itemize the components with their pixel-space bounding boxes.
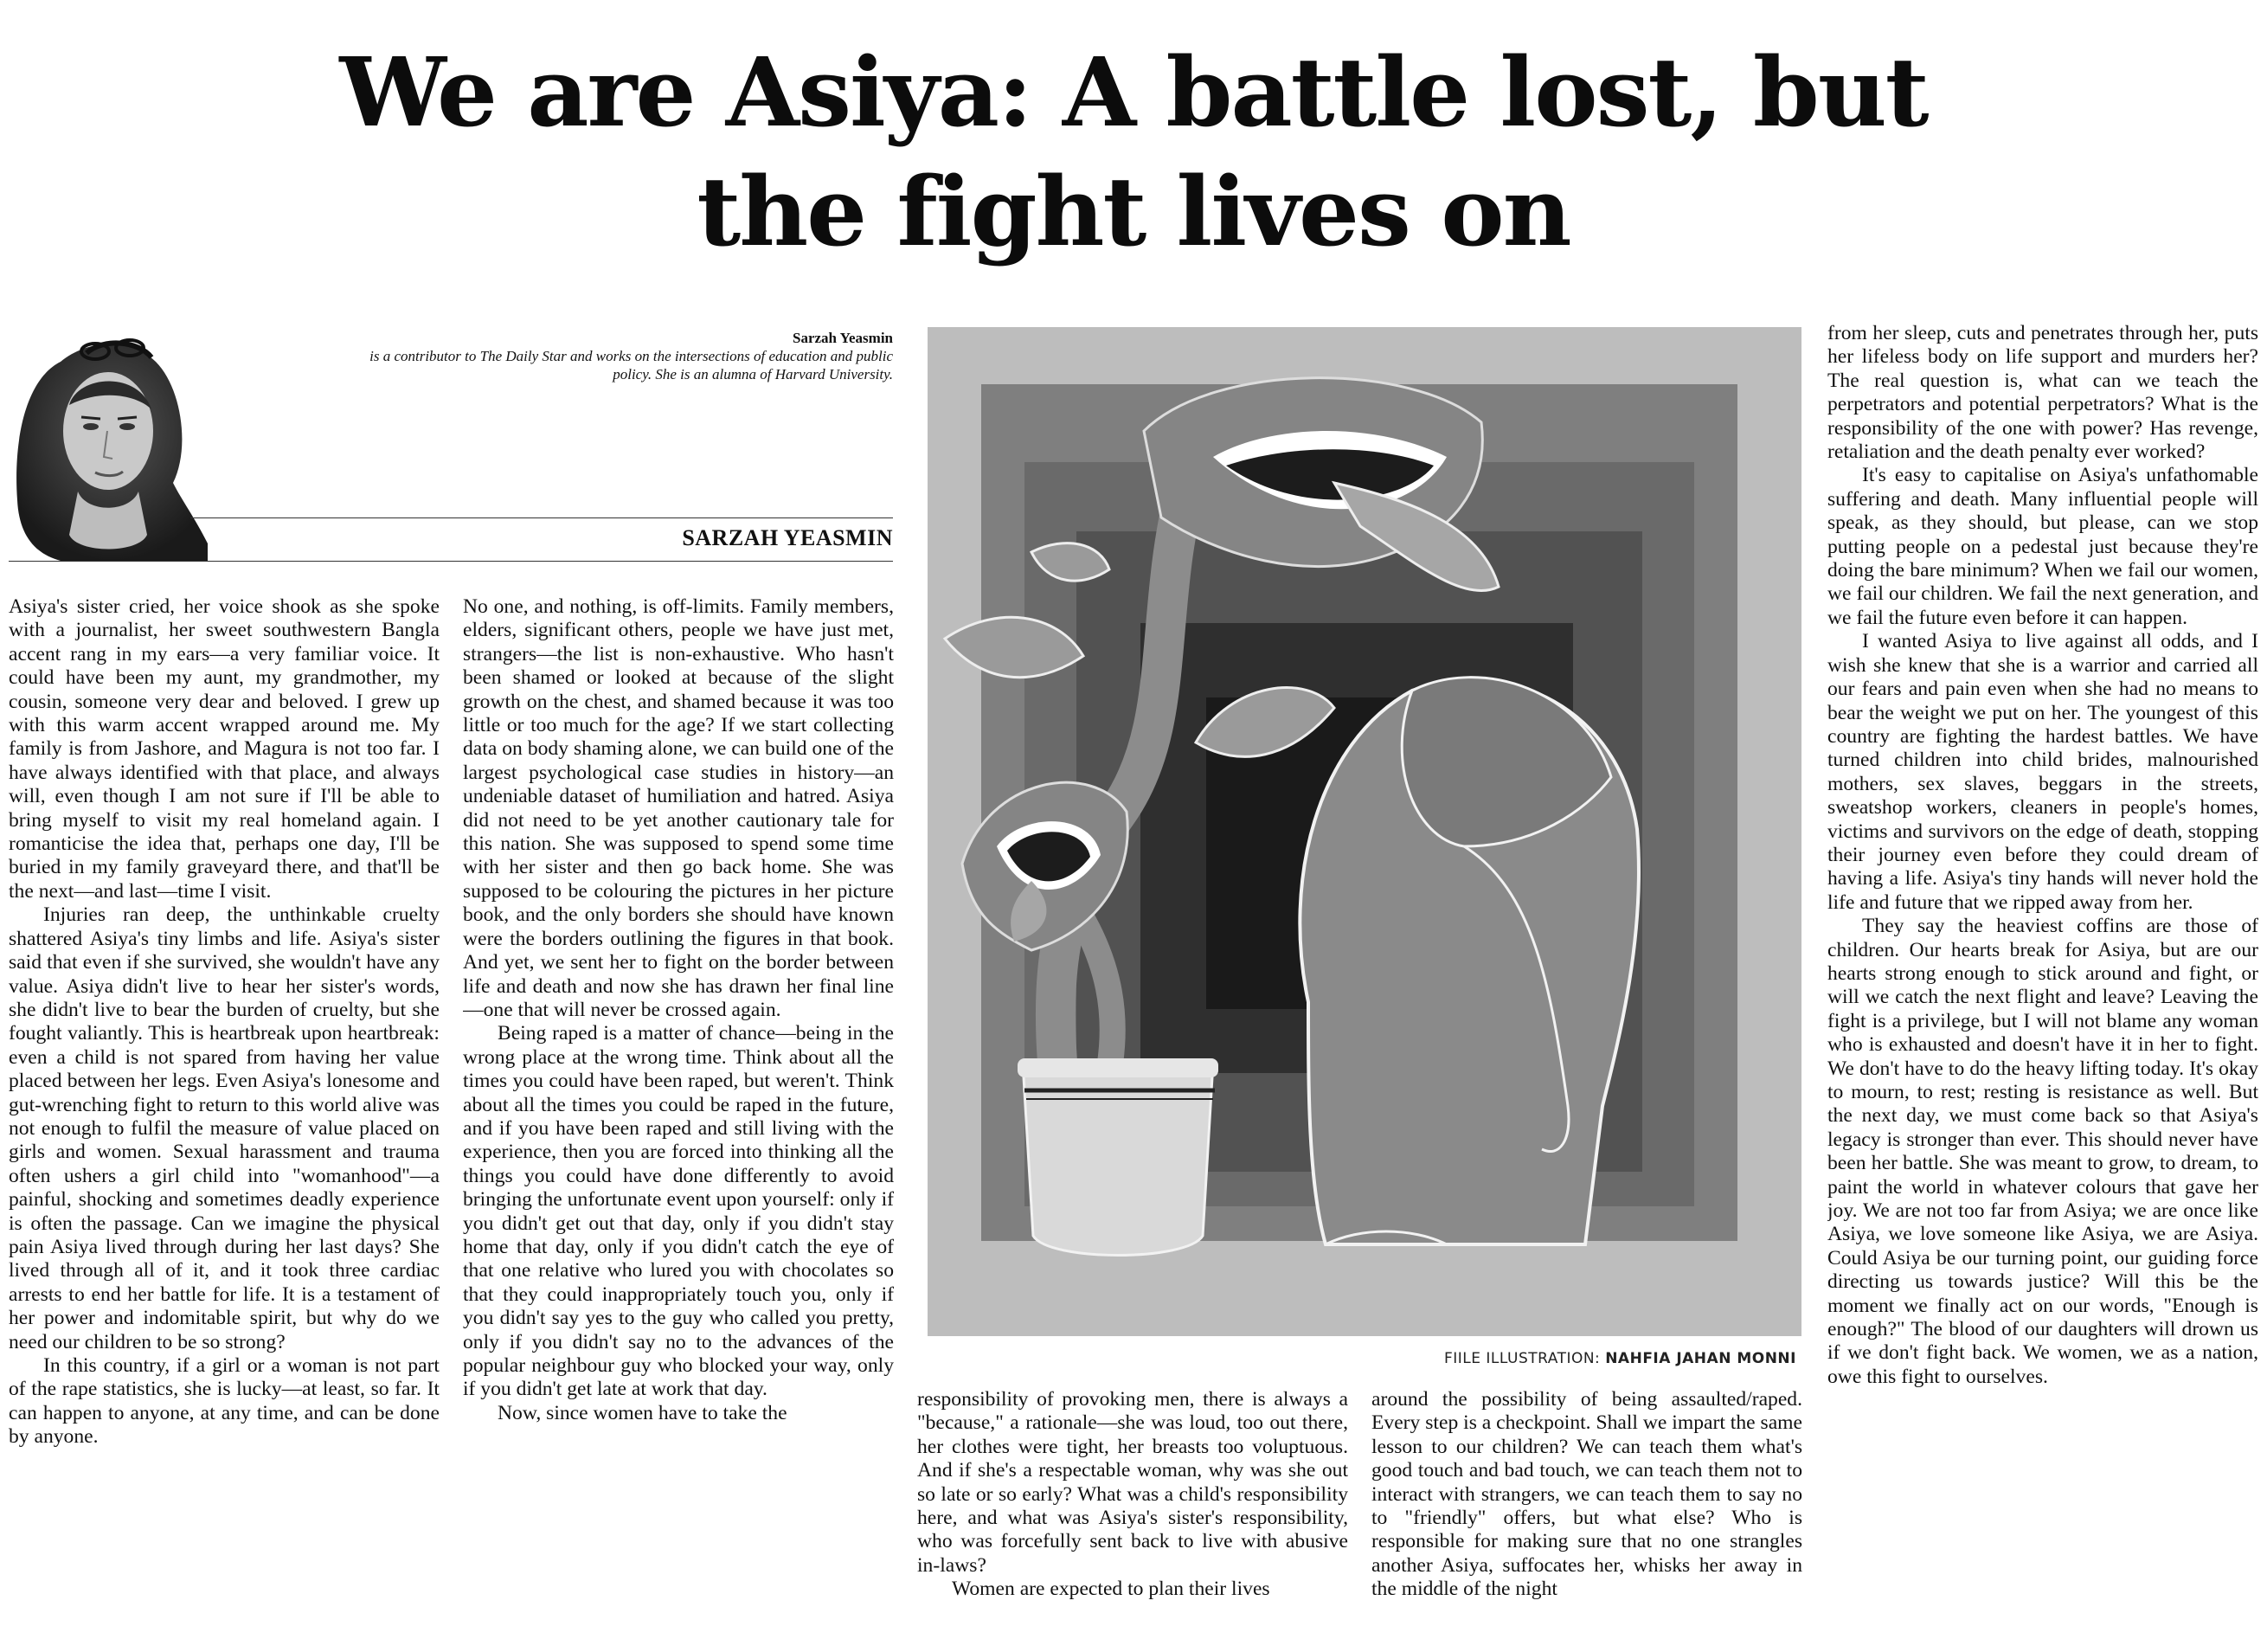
byline: SARZAH YEASMIN [682,525,893,550]
article-column-5 [1827,322,2258,1644]
article-column-2 [463,595,894,1644]
author-bio [363,329,893,383]
author-bio-name: Sarzah Yeasmin [792,330,893,346]
article-paragraph: They say the heaviest coffins are those of children. Our hearts break for Asiya, but are our hearts strong enough to stick around and fight, or will we catch the next flight and leave? Leaving the fight is a privilege, but I will not blame any woman who is exhausted and doesn't have it in her to fight. We don't have to do the heavy lifting today. It's okay to mourn, to rest; resting is resistance as well. But the next day, we must come back so that Asiya's legacy is stronger than ever. This should never have been her battle. She was meant to grow, to dream, to paint the world in whatever colours that gave her joy. We are not too far from Asiya; we are once like Asiya, we love someone like Asiya, we are Asiya. Could Asiya be our turning point, our guiding force directing us towards justice? Will this be the moment we finally act on our words, "Enough is enough?" The blood of our daughters will drown us if we don't fight back. We women, we as a nation, owe this fight to ourselves. [1827,915,2258,1388]
article-illustration [928,327,1801,1336]
illustration-credit-prefix: FIILE ILLUSTRATION: [1443,1350,1601,1367]
article-paragraph: Asiya's sister cried, her voice shook as she spoke with a journalist, her sweet southwestern Bangla accent rang in my ears—a very familiar voice. It could have been my aunt, my grandmother, my cousin, someone very dear and beloved. I grew up with this warm accent wrapped around me. My family is from Jashore, and Magura is not too far. I have always identified with that place, and always will, even though I am not sure if I'll be able to bring myself to visit my real homeland again. I romanticise the idea that, perhaps one day, I'll be buried in my family graveyard there, and that'll be the next—and last—time I visit. [9,595,440,903]
author-bio-description: is a contributor to The Daily Star and works on the intersections of education and public policy. She is an alumna of Harvard University. [369,348,893,382]
byline-rule [190,517,893,518]
article-paragraph: Being raped is a matter of chance—being in the wrong place at the wrong time. Think about all the times you could have been raped, but weren't. Think about all the times you could be raped in the future, and if you have been raped and still living with the experience, then you are forced into thinking all the things you could have done differently to avoid bringing the unfortunate event upon yourself: only if you didn't get out that day, only if you didn't stay home that day, only if you didn't catch the eye of that one relative who lured you with chocolates so that they could inappropriately touch you, only if you didn't say yes to the guy who called you pretty, only if you didn't say no to the advances of the popular neighbour guy who blocked your way, only if you didn't get late at work that day. [463,1022,894,1401]
article-paragraph: responsibility of provoking men, there is always a "because," a rationale—she was loud, too out there, her clothes were tight, her breasts too voluptuous. And if she's a respectable woman, why was she out so late or so early? What was a child's responsibility here, and what was Asiya's sister's responsibility, who was forcefully sent back to live with abusive in-laws? [917,1388,1348,1577]
article-paragraph: No one, and nothing, is off-limits. Family members, elders, significant others, people we have just met, strangers—the list is non-exhaustive. Who hasn't been shamed or looked at because of the slight growth on the chest, and shamed because it was too little or too much for the age? If we start collecting data on body shaming alone, we can build one of the largest psychological case studies in history—an undeniable dataset of humiliation and hatred. Asiya did not need to be yet another cautionary tale for this nation. She was supposed to spend some time with her sister and then go back home. She was supposed to be colouring the pictures in her picture book, and the only borders she should have known were the borders outlining the figures in that book. And yet, we sent her to fight on the border between life and death and now she has drawn her final line—one that will never be crossed again. [463,595,894,1021]
article-paragraph: It's easy to capitalise on Asiya's unfathomable suffering and death. Many influential people will speak, as they should, but please, can we stop putting people on a pedestal just because they're doing the bare minimum? When we fail our women, we fail our children. We fail the next generation, and we fail the future even before it can happen. [1827,464,2258,629]
article-paragraph: I wanted Asiya to live against all odds, and I wish she knew that she is a warrior and carried all our fears and pain even when she had no means to bear the weight we put on her. The youngest of this country are fighting the hardest battles. We have turned children into child brides, malnourished mothers, sex slaves, beggars in the streets, sweatshop workers, cleaners in people's homes, victims and survivors on the edge of death, stopping their journey even before they could dream of having a life. Asiya's tiny hands will never hold the life and future that we ripped away from her. [1827,630,2258,914]
article-paragraph: Injuries ran deep, the unthinkable cruelty shattered Asiya's tiny limbs and life. Asiya's sister said that even if she survived, she wouldn't have any value. Asiya didn't live to hear her sister's words, she didn't live to bear the burden of cruelty, but she fought valiantly. This is heartbreak upon heartbreak: even a child is not spared from having her value placed between her legs. Even Asiya's lonesome and gut-wrenching fight to return to this world alive was not enough to fulfil the measure of value placed on girls and women. Sexual harassment and trauma often ushers a girl child into "womanhood"—a painful, shocking and sometimes deadly experience is often the passage. Can we imagine the physical pain Asiya lived through during her last days? She lived through all of it, and it took three cardiac arrests to end her battle for life. It is a testament of her power and indomitable spirit, but why do we need our children to be so strong? [9,903,440,1353]
article-paragraph: In this country, if a girl or a woman is not part of the rape statistics, she is lucky—at least, so far. It can happen to anyone, at any time, and can be done by anyone. [9,1354,440,1449]
illustration-credit-name: NAHFIA JAHAN MONNI [1605,1350,1796,1367]
article-column-3 [917,1388,1348,1644]
illustration-credit [1211,1350,1796,1367]
article-column-4 [1371,1388,1802,1644]
article-paragraph: around the possibility of being assaulted/raped. Every step is a checkpoint. Shall we impart the same lesson to our children? We can teach them what's good touch and bad touch, we can teach them not to interact with strangers, we can teach them to say no to "friendly" offers, but what else? Who is responsible for making sure that no one strangles another Asiya, suffocates her, whisks her away in the middle of the night [1371,1388,1802,1601]
article-paragraph: Now, since women have to take the [498,1401,787,1424]
headline-line-2: the fight lives on [697,156,1570,267]
article-column-1 [9,595,440,1644]
byline-bottom-rule [9,561,893,562]
author-portrait [9,327,208,562]
article-paragraph: from her sleep, cuts and penetrates through her, puts her lifeless body on life support and murders her? The real question is, what can we teach the perpetrators and potential perpetrators? What is the responsibility of the one with power? Has revenge, retaliation and the death penalty ever worked? [1827,322,2258,464]
headline [0,33,2267,272]
article-paragraph: Women are expected to plan their lives [952,1578,1270,1601]
headline-line-1: We are Asiya: A battle lost, but [339,36,1928,148]
